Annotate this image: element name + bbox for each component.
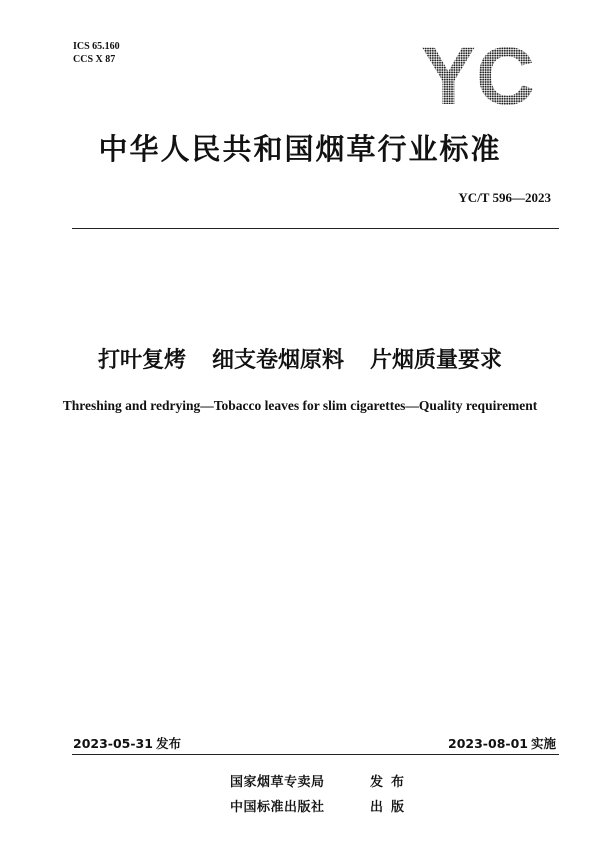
title-cn-part2: 细支卷烟原料	[211, 348, 344, 373]
title-english: Threshing and redrying—Tobacco leaves for slim cigarettes—Quality requirement	[62, 398, 538, 413]
publisher-row-press	[230, 796, 412, 815]
header-divider	[72, 228, 559, 229]
implement-label: 实施	[530, 736, 556, 751]
footer-divider	[72, 754, 559, 755]
title-chinese	[0, 343, 600, 374]
yc-logo-text: YC	[421, 40, 535, 110]
ics-code: ICS 65.160	[73, 41, 120, 52]
publisher-org: 国家烟草专卖局	[230, 775, 325, 790]
publisher-org: 中国标准出版社	[230, 800, 325, 815]
implement-date: 2023-08-01	[448, 736, 528, 751]
publisher-action: 出版	[370, 800, 413, 815]
publisher-row-issuer	[230, 771, 412, 790]
issue-label: 发布	[155, 736, 181, 751]
standard-number: YC/T 596—2023	[458, 190, 551, 205]
issue-date: 2023-05-31	[73, 736, 153, 751]
publisher-action: 发布	[370, 775, 413, 790]
yc-logo	[398, 40, 558, 110]
title-cn-part1: 打叶复烤	[97, 348, 186, 373]
issue-date-row	[73, 734, 181, 752]
ccs-code: CCS X 87	[73, 54, 116, 65]
title-cn-part3: 片烟质量要求	[370, 348, 503, 373]
implement-date-row	[448, 734, 556, 752]
standard-category-title: 中华人民共和国烟草行业标准	[98, 132, 502, 166]
classification-codes	[73, 40, 120, 66]
